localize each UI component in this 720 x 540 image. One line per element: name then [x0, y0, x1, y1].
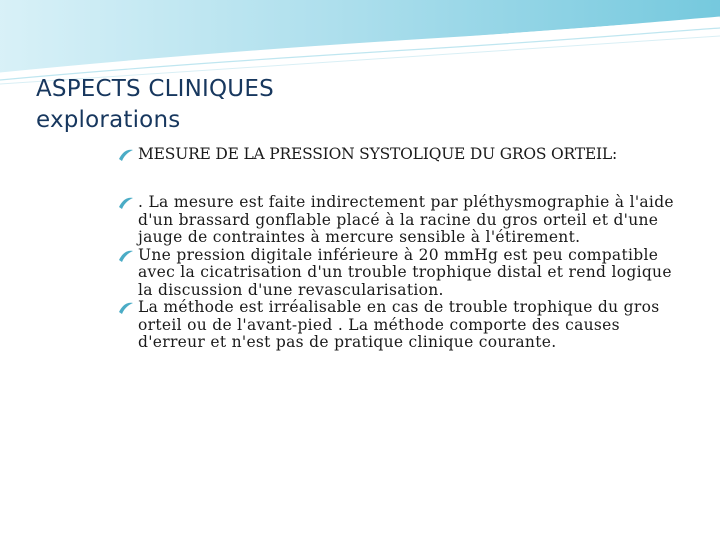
bullet-text: Une pression digitale inférieure à 20 mmHg est peu compatible avec la cicatrisation d'un trouble trophique distal et rend logique la discussion d'une revascularisation. [138, 245, 672, 299]
title-line-2: explorations [36, 107, 181, 133]
heading-text: MESURE DE LA PRESSION SYSTOLIQUE DU GROS ORTEIL: [138, 145, 618, 163]
bullet-text: La méthode est irréalisable en cas de trouble trophique du gros orteil ou de l'avant-pied . La méthode comporte des causes d'erreur et n'est pas de pratique clinique courante. [138, 298, 660, 351]
slide-body [118, 145, 698, 352]
bullet-item-2 [118, 247, 678, 300]
bullet-list [118, 194, 698, 352]
bullet-item-3 [118, 299, 678, 352]
section-heading [118, 145, 698, 164]
swoosh-bullet-icon [118, 148, 134, 162]
bullet-item-1 [118, 194, 678, 247]
swoosh-bullet-icon [118, 249, 134, 263]
swoosh-bullet-icon [118, 301, 134, 315]
slide-title [36, 74, 274, 136]
swoosh-bullet-icon [118, 196, 134, 210]
bullet-text: . La mesure est faite indirectement par pléthysmographie à l'aide d'un brassard gonflable placé à la racine du gros orteil et d'une jauge de contraintes à mercure sensible à l'étirement. [138, 193, 674, 246]
title-line-1: ASPECTS CLINIQUES [36, 76, 274, 102]
